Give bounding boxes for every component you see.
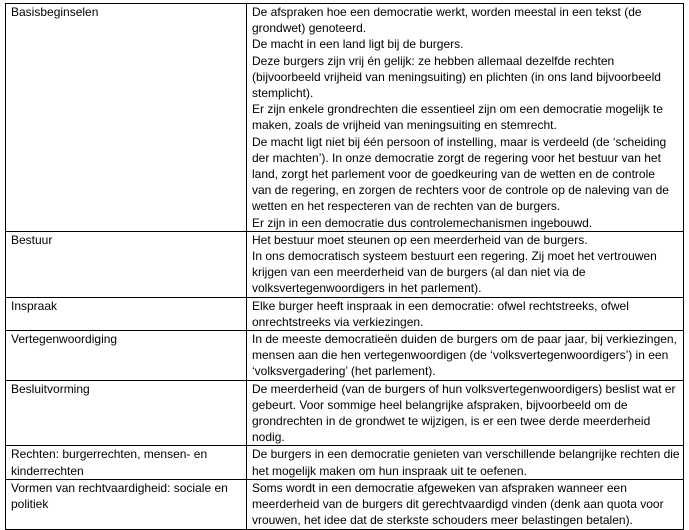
description-line: onrechtstreeks via verkiezingen.: [252, 314, 424, 329]
description-cell: [247, 479, 684, 529]
table-row: [6, 479, 684, 529]
description-line: mensen aan die hen vertegenwoordigen (de ‘volksvertegenwoordigers’) in een: [252, 348, 669, 363]
democracy-principles-table: [5, 3, 684, 530]
description-line: In ons democratisch systeem bestuurt een regering. Zij moet het vertrouwen: [252, 249, 657, 264]
description-line: (bijvoorbeeld vrijheid van meningsuiting) en plichten (in ons land bijvoorbeeld: [252, 69, 661, 84]
description-line: Er zijn enkele grondrechten die essentieel zijn om een democratie mogelijk te: [252, 102, 663, 117]
description-cell: [247, 231, 684, 297]
description-line: Het bestuur moet steunen op een meerderheid van de burgers.: [252, 232, 588, 247]
table-row: [6, 331, 684, 381]
description-cell: [247, 297, 684, 330]
description-cell: [247, 4, 684, 232]
description-cell: [247, 446, 684, 479]
description-line: grondwet) genoteerd.: [252, 21, 367, 36]
term-cell: Bestuur: [6, 231, 247, 297]
description-line: Elke burger heeft inspraak in een democratie: ofwel rechtstreeks, ofwel: [252, 298, 629, 313]
description-line: wetten en het respecteren van de rechten van de burgers.: [252, 199, 561, 214]
description-line: land, zorgt het parlement voor de goedkeuring van de wetten en de controle: [252, 167, 655, 182]
description-line: vrouwen, het idee dat de sterkste schouders meer belastingen betalen).: [252, 513, 633, 528]
table-row: [6, 297, 684, 330]
term-cell: Rechten: burgerrechten, mensen- en kinderrechten: [6, 446, 247, 479]
description-line: van de regering, en zorgen de rechters voor de controle op de naleving van de: [252, 183, 669, 198]
description-line: Deze burgers zijn vrij én gelijk: ze hebben allemaal dezelfde rechten: [252, 53, 615, 68]
description-line: nodig.: [252, 430, 285, 445]
table-row: [6, 380, 684, 446]
term-cell: Vormen van rechtvaardigheid: sociale en politiek: [6, 479, 247, 529]
description-line: grondrechten in de grondwet te wijzigen, is er een twee derde meerderheid: [252, 414, 651, 429]
term-cell: Vertegenwoordiging: [6, 331, 247, 381]
description-line: krijgen van een meerderheid van de burgers (al dan niet via de: [252, 265, 586, 280]
term-cell: Basisbeginselen: [6, 4, 247, 232]
description-line: ‘volksvergadering’ (het parlement).: [252, 364, 436, 379]
description-line: De macht ligt niet bij één persoon of instelling, maar is verdeeld (de ‘scheiding: [252, 134, 667, 149]
description-line: maken, zoals de vrijheid van meningsuiting en stemrecht.: [252, 118, 557, 133]
description-line: Soms wordt in een democratie afgeweken van afspraken wanneer een: [252, 480, 627, 495]
table-row: [6, 4, 684, 232]
description-line: Er zijn in een democratie dus controlemechanismen ingebouwd.: [252, 215, 593, 230]
description-cell: [247, 380, 684, 446]
description-line: volksvertegenwoordigers in het parlement).: [252, 281, 482, 296]
description-line: De macht in een land ligt bij de burgers.: [252, 37, 464, 52]
description-line: De meerderheid (van de burgers of hun volksvertegenwoordigers) beslist wat er: [252, 381, 676, 396]
term-cell: Inspraak: [6, 297, 247, 330]
description-line: der machten’). In onze democratie zorgt de regering voor het bestuur van het: [252, 150, 661, 165]
table-row: [6, 231, 684, 297]
description-line: het mogelijk maken om hun inspraak uit te oefenen.: [252, 463, 527, 478]
term-cell: Besluitvorming: [6, 380, 247, 446]
description-line: De afspraken hoe een democratie werkt, worden meestal in een tekst (de: [252, 5, 642, 19]
description-line: De burgers in een democratie genieten van verschillende belangrijke rechten die: [252, 447, 680, 462]
description-line: In de meeste democratieën duiden de burgers om de paar jaar, bij verkiezingen,: [252, 332, 677, 347]
table-row: [6, 446, 684, 479]
description-line: gebeurt. Voor sommige heel belangrijke afspraken, bijvoorbeeld om de: [252, 397, 628, 412]
description-line: meerderheid van de burgers dit gerechtvaardigd vinden (denk aan quota voor: [252, 497, 664, 512]
description-line: stemplicht).: [252, 86, 314, 101]
description-cell: [247, 331, 684, 381]
